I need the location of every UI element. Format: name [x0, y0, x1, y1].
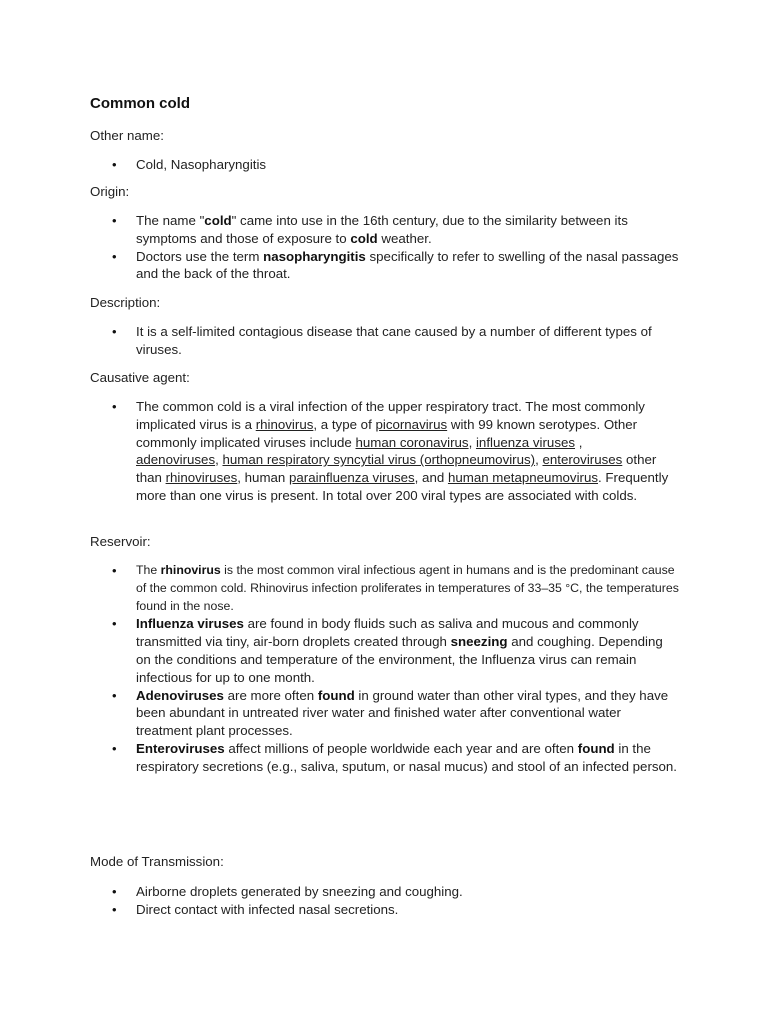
causative-agent-list: [90, 398, 680, 505]
link-human-metapneumovirus[interactable]: human metapneumovirus: [447, 470, 598, 486]
list-item: • The rhinovirus is the most common viral infectious agent in humans and is the predominant cause of the common cold. Rhinovirus infection proliferates in temperatures of 33–35 °C, the temperatures found in the nose.: [90, 562, 680, 615]
description-list: [90, 323, 680, 359]
transmission-heading: Mode of Transmission:: [90, 854, 224, 869]
list-item: • Airborne droplets generated by sneezing and coughing.: [90, 883, 680, 901]
list-item: • Direct contact with infected nasal secretions.: [90, 901, 680, 919]
link-enteroviruses[interactable]: enteroviruses: [542, 452, 623, 468]
transmission-list: [90, 883, 680, 919]
list-item: • It is a self-limited contagious disease that cane caused by a number of different types of viruses.: [90, 323, 680, 359]
description-heading: Description:: [90, 295, 161, 310]
other-name-heading: Other name:: [90, 128, 164, 143]
link-human-coronavirus[interactable]: human coronavirus: [355, 434, 469, 450]
list-item: • The common cold is a viral infection of the upper respiratory tract. The most commonly implicated virus is a rhinovirus, a type of picornavirus with 99 known serotypes. Other commonly implicated viruses include human coronavirus, influenza viruses , adenoviruses, human respiratory syncytial virus (orthopneumovirus), enteroviruses other than rhinoviruses, human parainfluenza viruses, and human metapneumovirus. Frequently more than one virus is present. In total over 200 viral types are associated with colds.: [90, 398, 680, 505]
list-item: • Adenoviruses are more often found in ground water than other viral types, and they have been abundant in untreated river water and finished water after conventional water treatment plant processes.: [90, 687, 680, 740]
list-item: • Doctors use the term nasopharyngitis specifically to refer to swelling of the nasal passages and the back of the throat.: [90, 248, 680, 284]
link-parainfluenza-viruses[interactable]: parainfluenza viruses: [289, 470, 415, 486]
reservoir-list: [90, 562, 680, 776]
list-item: • Influenza viruses are found in body fluids such as saliva and mucous and commonly transmitted via tiny, air-born droplets created through sneezing and coughing. Depending on the conditions and temperature of the environment, the Influenza virus can remain infectious for up to one month.: [90, 615, 680, 686]
list-item: • The name "cold" came into use in the 16th century, due to the similarity between its symptoms and those of exposure to cold weather.: [90, 212, 680, 248]
reservoir-heading: Reservoir:: [90, 534, 151, 549]
other-name-list: [90, 156, 680, 174]
link-influenza-viruses[interactable]: influenza viruses: [475, 434, 576, 450]
list-item: • Enteroviruses affect millions of people worldwide each year and are often found in the respiratory secretions (e.g., saliva, sputum, or nasal mucus) and stool of an infected person.: [90, 740, 680, 776]
document-title: Common cold: [90, 95, 190, 112]
list-item: • Cold, Nasopharyngitis: [90, 156, 680, 174]
link-adenoviruses[interactable]: adenoviruses: [136, 452, 216, 468]
origin-heading: Origin:: [90, 184, 130, 199]
link-rhinoviruses[interactable]: rhinoviruses: [165, 470, 238, 486]
link-picornavirus[interactable]: picornavirus: [375, 416, 448, 432]
link-human-respiratory-syncytial-virus[interactable]: human respiratory syncytial virus (orthopneumovirus): [222, 452, 536, 468]
causative-agent-heading: Causative agent:: [90, 370, 190, 385]
link-rhinovirus[interactable]: rhinovirus: [255, 416, 314, 432]
origin-list: [90, 212, 680, 283]
